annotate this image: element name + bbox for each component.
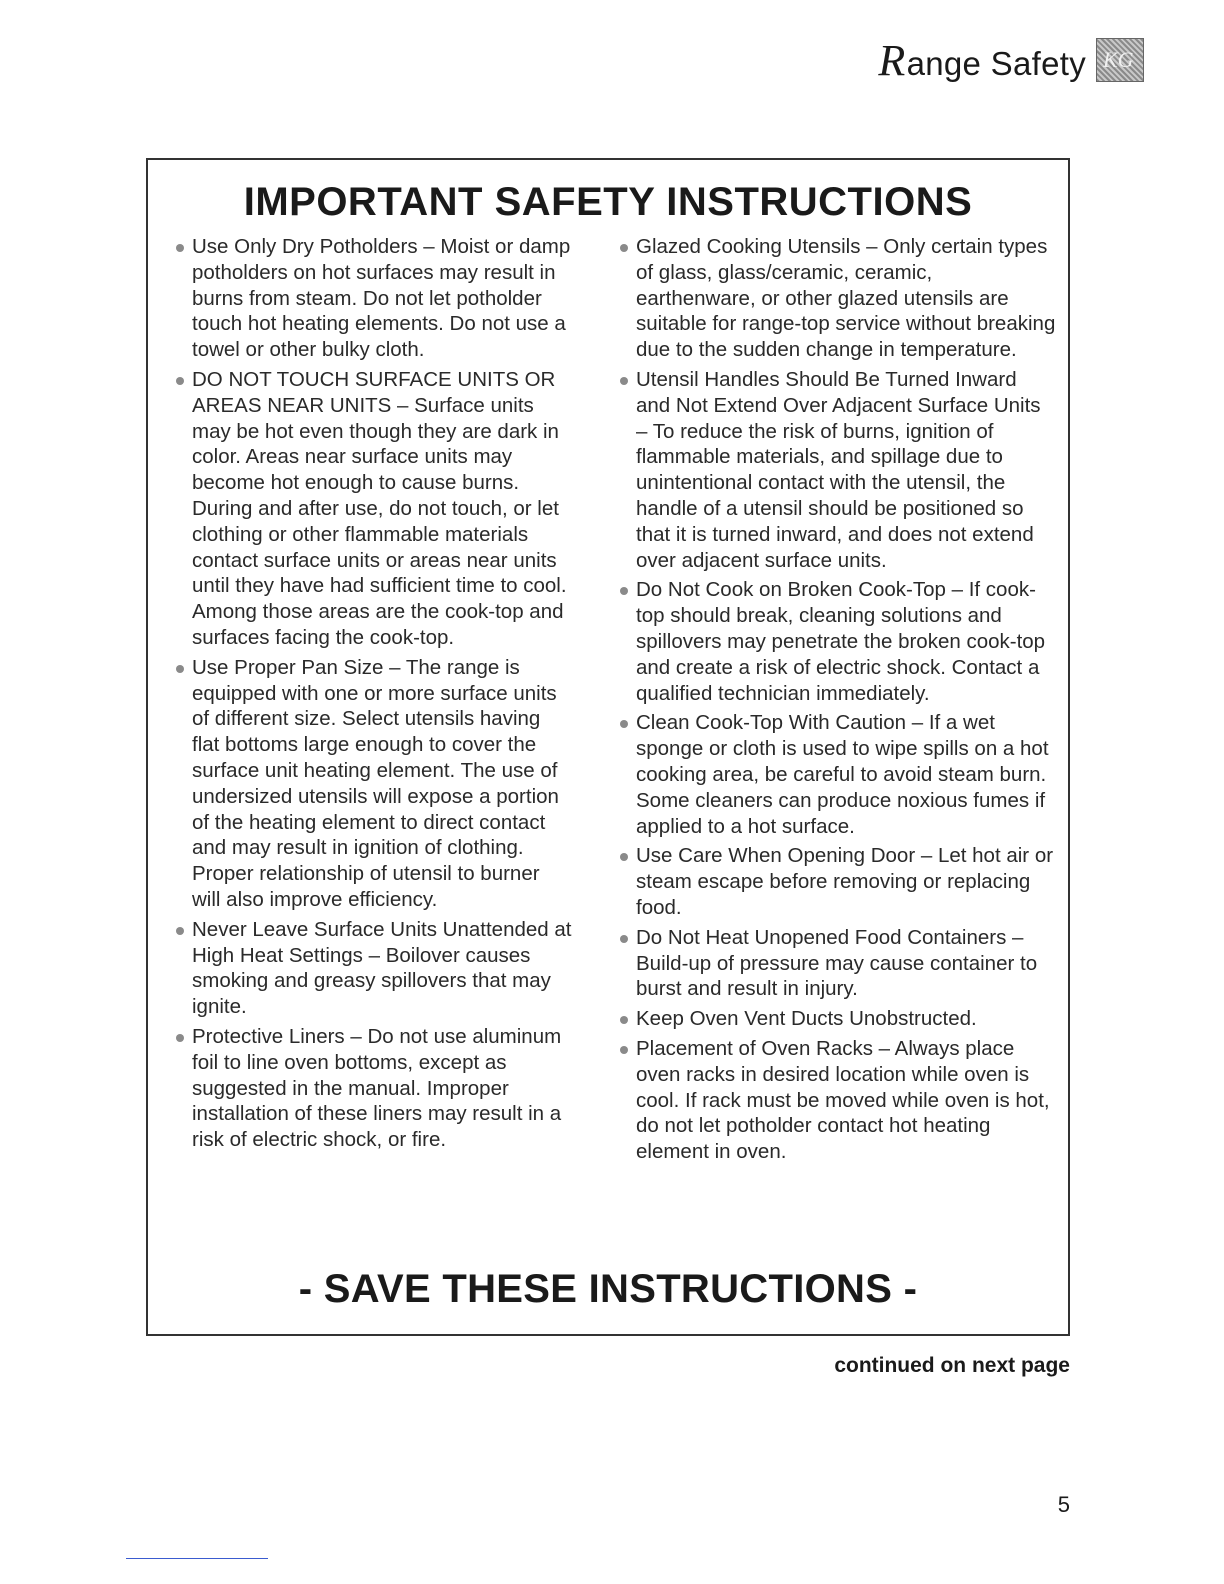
bullet-icon — [620, 1016, 628, 1024]
list-item — [616, 367, 1056, 573]
page-number: 5 — [1057, 1492, 1070, 1517]
save-instructions-footer: - SAVE THESE INSTRUCTIONS - — [298, 1267, 918, 1311]
bullet-icon — [620, 853, 628, 861]
footer-divider — [126, 1558, 268, 1559]
brand-logo-text: KG — [1103, 47, 1134, 72]
bullet-icon — [620, 1046, 628, 1054]
section-title-text: ange Safety — [906, 44, 1086, 82]
bullet-icon — [620, 587, 628, 595]
section-title-initial: R — [878, 35, 906, 85]
bullet-icon — [176, 377, 184, 385]
bullet-icon — [620, 377, 628, 385]
item-text: Protective Liners – Do not use aluminum foil to line oven bottoms, except as suggested in the manual. Improper installation of these liners may result in a risk of electric shock, or fire. — [192, 1024, 562, 1152]
safety-instructions-box — [146, 158, 1070, 1336]
item-text: Never Leave Surface Units Unattended at High Heat Settings – Boilover causes smoking and greasy spillovers that may ignite. — [192, 917, 572, 1019]
item-text: Placement of Oven Racks – Always place oven racks in desired location while oven is cool. If rack must be moved while oven is hot, do not let potholder contact hot heating element in oven. — [636, 1036, 1050, 1164]
brand-logo-icon — [1096, 38, 1144, 82]
list-item — [172, 917, 572, 1020]
page-header — [878, 34, 1134, 86]
item-text: Utensil Handles Should Be Turned Inward and Not Extend Over Adjacent Surface Units – To reduce the risk of burns, ignition of flammable materials, and spillage due to unintentional contact with the utensil, the handle of a utensil should be positioned so that it is turned inward, and does not extend over adjacent surface units. — [636, 367, 1041, 572]
bullet-icon — [620, 935, 628, 943]
list-item — [172, 655, 572, 913]
section-title — [878, 35, 1086, 86]
bullet-icon — [176, 1034, 184, 1042]
list-item — [616, 234, 1056, 363]
item-text: Use Proper Pan Size – The range is equipped with one or more surface units of different size. Select utensils having flat bottoms large enough to cover the surface unit heating element. The use of undersized utensils will expose a portion of the heating element to direct contact and may result in ignition of clothing. Proper relationship of utensil to burner will also improve efficiency. — [192, 655, 559, 911]
list-item — [616, 577, 1056, 706]
list-item — [172, 1024, 572, 1153]
item-text: Glazed Cooking Utensils – Only certain types of glass, glass/ceramic, ceramic, earthenware, or other glazed utensils are suitable for range-top service without breaking due to the sudden change in temperature. — [636, 235, 1056, 362]
item-text: Use Care When Opening Door – Let hot air or steam escape before removing or replacing food. — [636, 844, 1054, 919]
bullet-icon — [176, 927, 184, 935]
item-text: Clean Cook-Top With Caution – If a wet sponge or cloth is used to wipe spills on a hot cooking area, be careful to avoid steam burn. Some cleaners can produce noxious fumes if applied to a hot surface. — [636, 711, 1049, 838]
item-text: DO NOT TOUCH SURFACE UNITS OR AREAS NEAR UNITS – Surface units may be hot even though they are dark in color. Areas near surface units may become hot enough to cause burns. During and after use, do not touch, or let clothing or other flammable materials contact surface units or areas near units until they have had sufficient time to cool. Among those areas are the cook-top and surfaces facing the cook-top. — [192, 367, 567, 649]
right-column — [616, 234, 1056, 1169]
list-item — [616, 925, 1056, 1002]
bullet-icon — [620, 720, 628, 728]
list-item — [172, 234, 572, 363]
list-item — [172, 367, 572, 651]
list-item — [616, 710, 1056, 839]
list-item — [616, 1036, 1056, 1165]
item-text: Use Only Dry Potholders – Moist or damp potholders on hot surfaces may result in burns from steam. Do not let potholder touch hot heating elements. Do not use a towel or other bulky cloth. — [192, 235, 571, 362]
item-text: Keep Oven Vent Ducts Unobstructed. — [636, 1007, 977, 1031]
item-text: Do Not Heat Unopened Food Containers – Build-up of pressure may cause container to burst and result in injury. — [636, 925, 1038, 1001]
bullet-icon — [176, 244, 184, 252]
item-text: Do Not Cook on Broken Cook-Top – If cook-top should break, cleaning solutions and spillovers may penetrate the broken cook-top and create a risk of electric shock. Contact a qualified technician immediately. — [636, 578, 1046, 705]
bullet-icon — [620, 244, 628, 252]
list-item — [616, 1006, 1056, 1032]
left-column — [172, 234, 572, 1157]
continued-note: continued on next page — [834, 1354, 1070, 1377]
box-title: IMPORTANT SAFETY INSTRUCTIONS — [243, 180, 973, 224]
list-item — [616, 843, 1056, 920]
bullet-icon — [176, 665, 184, 673]
